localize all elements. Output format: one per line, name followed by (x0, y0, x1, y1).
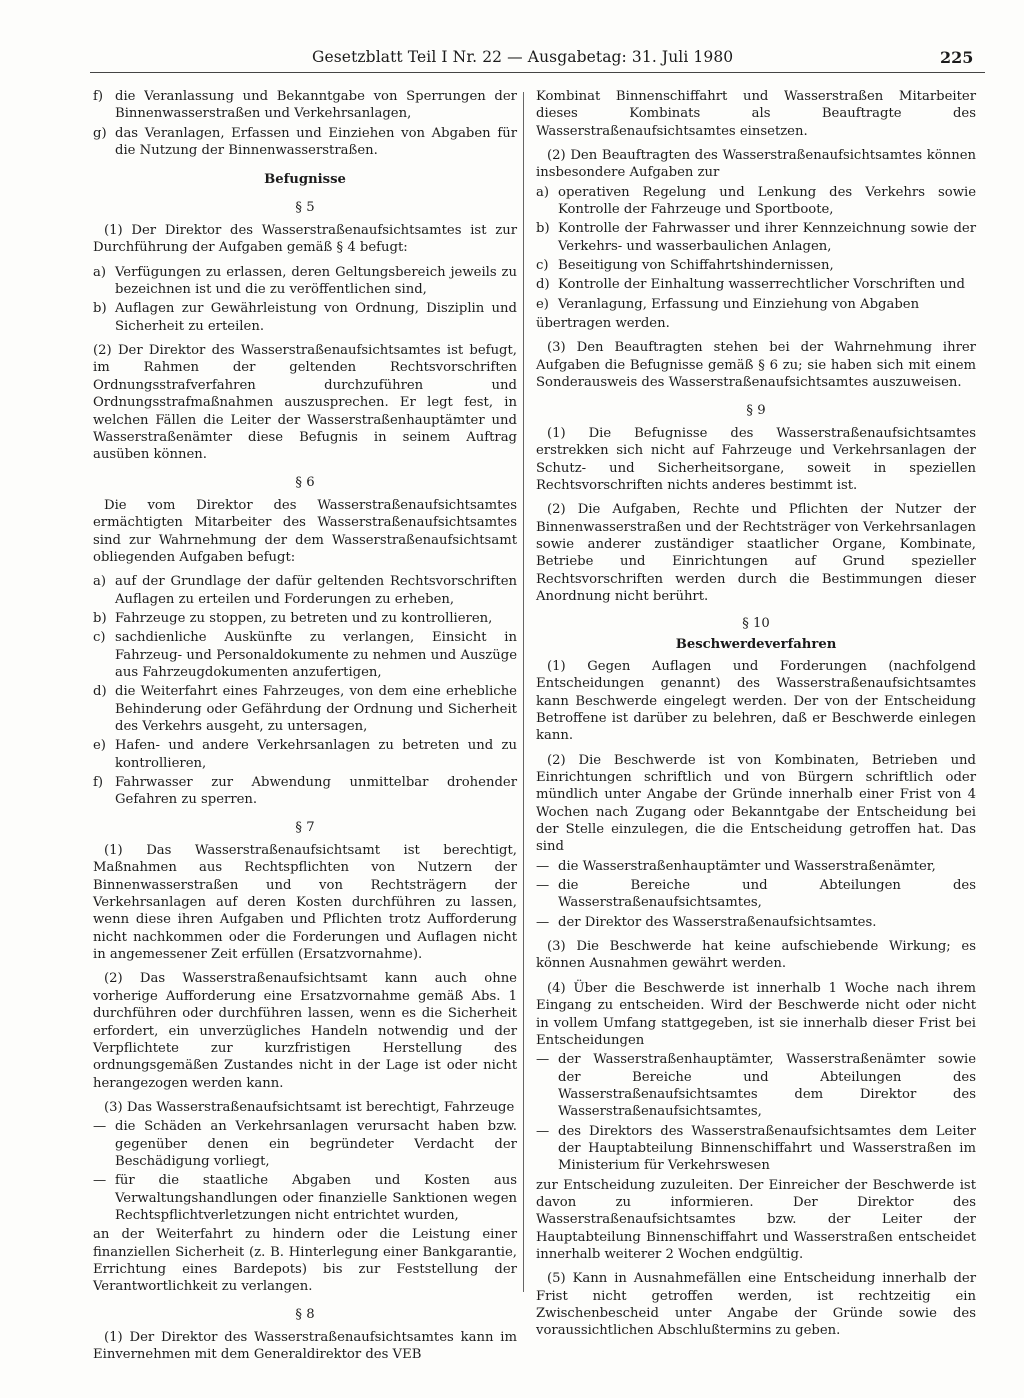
item-label: e) (93, 738, 106, 754)
dash-label: — (93, 1173, 107, 1189)
dash-text: für die staatliche Abgaben und Kosten aus Verwaltungshandlungen oder finanzielle Sanktionen wegen Rechtspflichtverletzungen nicht entrichtet wurden, (115, 1173, 517, 1223)
item-text: Hafen- und andere Verkehrsanlagen zu betreten und zu kontrollieren, (115, 738, 517, 771)
item-label: c) (536, 258, 549, 274)
item-text: auf der Grundlage der dafür geltenden Rechtsvorschriften Auflagen zu erteilen und Forderungen zu erheben, (115, 574, 517, 607)
paragraph: (1) Das Wasserstraßenaufsichtsamt ist berechtigt, Maßnahmen aus Rechtspflichten von Nutzern der Binnenwasserstraßen und von Rechtsträgern der Verkehrsanlagen auf deren Kosten durchführen zu lassen, wenn diese ihren Aufgaben und Pflichten trotz Aufforderung nicht nachkommen oder die Forderungen und Auflagen nicht in angemessener Zeit erfüllen (Ersatzvornahme). (93, 843, 517, 963)
paragraph: (2) Der Direktor des Wasserstraßenaufsichtsamtes ist befugt, im Rahmen der geltenden Rechtsvorschriften Ordnungsstrafverfahren durchzuführen und Ordnungsstrafmaßnahmen auszusprechen. Er legt fest, in welchen Fällen die Leiter der Wasserstraßenhauptämter und Wasserstraßenämter diese Befugnis in seinem Auftrag ausüben können. (93, 343, 517, 463)
paragraph: (3) Den Beauftragten stehen bei der Wahrnehmung ihrer Aufgaben die Befugnisse gemäß § 6 zu; sie haben sich mit einem Sonderausweis des Wasserstraßenaufsichtsamtes auszuweisen. (536, 340, 976, 391)
dash-text: des Direktors des Wasserstraßenaufsichtsamtes dem Leiter der Hauptabteilung Binnenschiffahrt und Wasserstraßen im Ministerium für Verkehrswesen (558, 1123, 976, 1174)
item-label: f) (93, 89, 104, 104)
dash-item (536, 877, 976, 912)
section-7-title: § 7 (295, 819, 315, 835)
item-text: sachdienliche Auskünfte zu verlangen, Einsicht in Fahrzeug- und Personaldokumente zu nehmen und Auszüge aus Fahrzeugdokumenten anzufertigen, (115, 630, 517, 680)
list-item (93, 774, 517, 809)
item-text: Kontrolle der Fahrwasser und ihrer Kennzeichnung sowie der Verkehrs- und wasserbaulichen Anlagen, (558, 221, 976, 254)
heading-beschwerdeverfahren: Beschwerdeverfahren (675, 636, 837, 652)
dash-text: der Direktor des Wasserstraßenaufsichtsamtes. (558, 914, 877, 930)
paragraph: Kombinat Binnenschiffahrt und Wasserstraßen Mitarbeiter dieses Kombinats als Beauftragte des Wasserstraßenaufsichtsamtes einsetzen. (536, 89, 976, 139)
item-text: Kontrolle der Einhaltung wasserrechtlicher Vorschriften und (558, 277, 965, 293)
paragraph: übertragen werden. (536, 316, 670, 332)
dash-text: die Schäden an Verkehrsanlagen verursacht haben bzw. gegenüber denen ein begründeter Verdacht der Beschädigung vorliegt, (115, 1119, 517, 1169)
item-label: g) (93, 125, 107, 141)
column-divider (523, 92, 524, 1292)
section-8-title: § 8 (295, 1306, 315, 1322)
dash-label: — (93, 1119, 107, 1135)
dash-label: — (536, 878, 550, 894)
dash-label: — (536, 858, 550, 874)
item-label: c) (93, 630, 106, 646)
paragraph: (2) Das Wasserstraßenaufsichtsamt kann auch ohne vorherige Aufforderung eine Ersatzvornahme gemäß Abs. 1 durchführen oder durchführen lassen, wenn es die Sicherheit erfordert, ein unverzügliches Handeln notwendig und der Verpflichtete zur kurzfristigen Herstellung des ordnungsgemäßen Zustandes nicht in der Lage ist oder nicht herangezogen werden kann. (93, 971, 517, 1091)
section-5-title: § 5 (295, 199, 315, 215)
paragraph: (1) Der Direktor des Wasserstraßenaufsichtsamtes ist zur Durchführung der Aufgaben gemäß § 4 befugt: (93, 223, 517, 256)
item-text: Beseitigung von Schiffahrtshindernissen, (558, 258, 834, 274)
list-item (93, 683, 517, 735)
page-number: 225 (940, 48, 974, 67)
list-item (536, 220, 976, 255)
item-label: b) (93, 610, 107, 626)
item-label: a) (536, 184, 550, 200)
dash-text: der Wasserstraßenhauptämter, Wasserstraßenämter sowie der Bereiche und Abteilungen des Wasserstraßenaufsichtsamtes dem Direktor des Wasserstraßenaufsichtsamtes, (558, 1052, 976, 1120)
header-rule (90, 72, 985, 73)
list-item (93, 125, 517, 160)
list-item (536, 296, 976, 313)
heading-befugnisse: Befugnisse (264, 172, 346, 188)
paragraph: (4) Über die Beschwerde ist innerhalb 1 Woche nach ihrem Eingang zu entscheiden. Wird der Beschwerde nicht oder nicht in vollem Umfang stattgegeben, ist sie innerhalb dieser Frist bei Entscheidungen (536, 980, 976, 1048)
dash-item (536, 1123, 976, 1175)
item-text: operativen Regelung und Lenkung des Verkehrs sowie Kontrolle der Fahrzeuge und Sportboote, (558, 184, 976, 218)
dash-item (536, 858, 976, 875)
list-item (536, 257, 976, 274)
paragraph: Die vom Direktor des Wasserstraßenaufsichtsamtes ermächtigten Mitarbeiter des Wasserstraßenaufsichtsamtes sind zur Wahrnehmung der dem Wasserstraßenaufsichtsamt obliegenden Aufgaben befugt: (93, 497, 517, 565)
right-column (536, 88, 976, 1347)
dash-label: — (536, 914, 550, 930)
paragraph: (3) Das Wasserstraßenaufsichtsamt ist berechtigt, Fahrzeuge (104, 1099, 515, 1115)
paragraph: (1) Der Direktor des Wasserstraßenaufsichtsamtes kann im Einvernehmen mit dem Generaldirektor des VEB (93, 1330, 517, 1363)
list-item (93, 610, 517, 627)
item-text: Auflagen zur Gewährleistung von Ordnung, Disziplin und Sicherheit zu erteilen. (115, 301, 517, 334)
item-label: d) (536, 277, 550, 293)
item-text: die Weiterfahrt eines Fahrzeuges, von dem eine erhebliche Behinderung oder Gefährdung der Ordnung und Sicherheit des Verkehrs ausgeht, zu untersagen, (115, 684, 517, 734)
dash-item (536, 914, 976, 931)
list-item (93, 88, 517, 123)
list-item (93, 264, 517, 299)
section-9-title: § 9 (746, 402, 766, 418)
paragraph: (3) Die Beschwerde hat keine aufschiebende Wirkung; es können Ausnahmen gewährt werden. (536, 939, 976, 972)
section-10-title: § 10 (742, 616, 770, 632)
item-label: a) (93, 264, 107, 280)
list-item (93, 629, 517, 681)
dash-label: — (536, 1052, 550, 1068)
paragraph: (2) Den Beauftragten des Wasserstraßenaufsichtsamtes können insbesondere Aufgaben zur (536, 148, 976, 181)
item-label: f) (93, 775, 104, 791)
item-label: a) (93, 574, 107, 590)
list-item (536, 184, 976, 219)
item-text: das Veranlagen, Erfassen und Einziehen von Abgaben für die Nutzung der Binnenwasserstraßen. (115, 125, 517, 159)
item-text: Fahrzeuge zu stoppen, zu betreten und zu kontrollieren, (115, 610, 493, 626)
running-head: Gesetzblatt Teil I Nr. 22 — Ausgabetag: 31. Juli 1980 (312, 48, 734, 66)
item-text: Fahrwasser zur Abwendung unmittelbar drohender Gefahren zu sperren. (115, 775, 517, 808)
item-label: b) (536, 221, 550, 237)
paragraph: (2) Die Aufgaben, Rechte und Pflichten der Nutzer der Binnenwasserstraßen und der Rechtsträger von Verkehrsanlagen sowie anderer zuständiger staatlicher Organe, Kombinate, Betriebe und Einrichtungen auf Grund spezieller Rechtsvorschriften werden durch die Bestimmungen dieser Anordnung nicht berührt. (536, 502, 976, 604)
list-item (93, 573, 517, 608)
list-item (93, 737, 517, 772)
list-item (536, 276, 976, 293)
section-6-title: § 6 (295, 474, 315, 490)
paragraph: (2) Die Beschwerde ist von Kombinaten, Betrieben und Einrichtungen schriftlich und von Bürgern schriftlich oder mündlich unter Angabe der Gründe innerhalb einer Frist von 4 Wochen nach Zugang oder Bekanntgabe der Entscheidung bei der Stelle einzulegen, die die Entscheidung getroffen hat. Das sind (536, 752, 976, 855)
dash-text: die Wasserstraßenhauptämter und Wasserstraßenämter, (558, 858, 936, 874)
paragraph: (1) Gegen Auflagen und Forderungen (nachfolgend Entscheidungen genannt) des Wasserstraßenaufsichtsamtes kann Beschwerde eingelegt werden. Der von der Entscheidung Betroffene ist darüber zu belehren, daß er Beschwerde einlegen kann. (536, 658, 976, 744)
paragraph: zur Entscheidung zuzuleiten. Der Einreicher der Beschwerde ist davon zu informieren. Der Direktor des Wasserstraßenaufsichtsamtes bzw. der Leiter der Hauptabteilung Binnenschiffahrt und Wasserstraßen entscheidet innerhalb weiterer 2 Wochen endgültig. (536, 1177, 976, 1262)
item-text: die Veranlassung und Bekanntgabe von Sperrungen der Binnenwasserstraßen und Verkehrsanlagen, (115, 89, 517, 122)
left-column (93, 88, 517, 1371)
item-text: Veranlagung, Erfassung und Einziehung von Abgaben (558, 296, 920, 312)
item-text: Verfügungen zu erlassen, deren Geltungsbereich jeweils zu bezeichnen ist und die zu veröffentlichen sind, (115, 264, 517, 298)
list-item (93, 300, 517, 335)
item-label: e) (536, 296, 549, 312)
dash-item (93, 1118, 517, 1170)
paragraph: an der Weiterfahrt zu hindern oder die Leistung einer finanziellen Sicherheit (z. B. Hinterlegung einer Bankgarantie, Errichtung eines Bardepots) bis zur Feststellung der Verantwortlichkeit zu verlangen. (93, 1227, 517, 1295)
paragraph: (5) Kann in Ausnahmefällen eine Entscheidung innerhalb der Frist nicht getroffen werden, ist rechtzeitig ein Zwischenbescheid unter Angabe der Gründe sowie des voraussichtlichen Abschlußtermins zu geben. (536, 1271, 976, 1339)
dash-item (93, 1172, 517, 1224)
item-label: d) (93, 684, 107, 700)
dash-text: die Bereiche und Abteilungen des Wasserstraßenaufsichtsamtes, (558, 878, 976, 911)
dash-item (536, 1051, 976, 1120)
item-label: b) (93, 301, 107, 317)
dash-label: — (536, 1123, 550, 1139)
paragraph: (1) Die Befugnisse des Wasserstraßenaufsichtsamtes erstrekken sich nicht auf Fahrzeuge und Verkehrsanlagen der Schutz- und Sicherheitsorgane, soweit in speziellen Rechtsvorschriften nichts anderes bestimmt ist. (536, 425, 976, 493)
